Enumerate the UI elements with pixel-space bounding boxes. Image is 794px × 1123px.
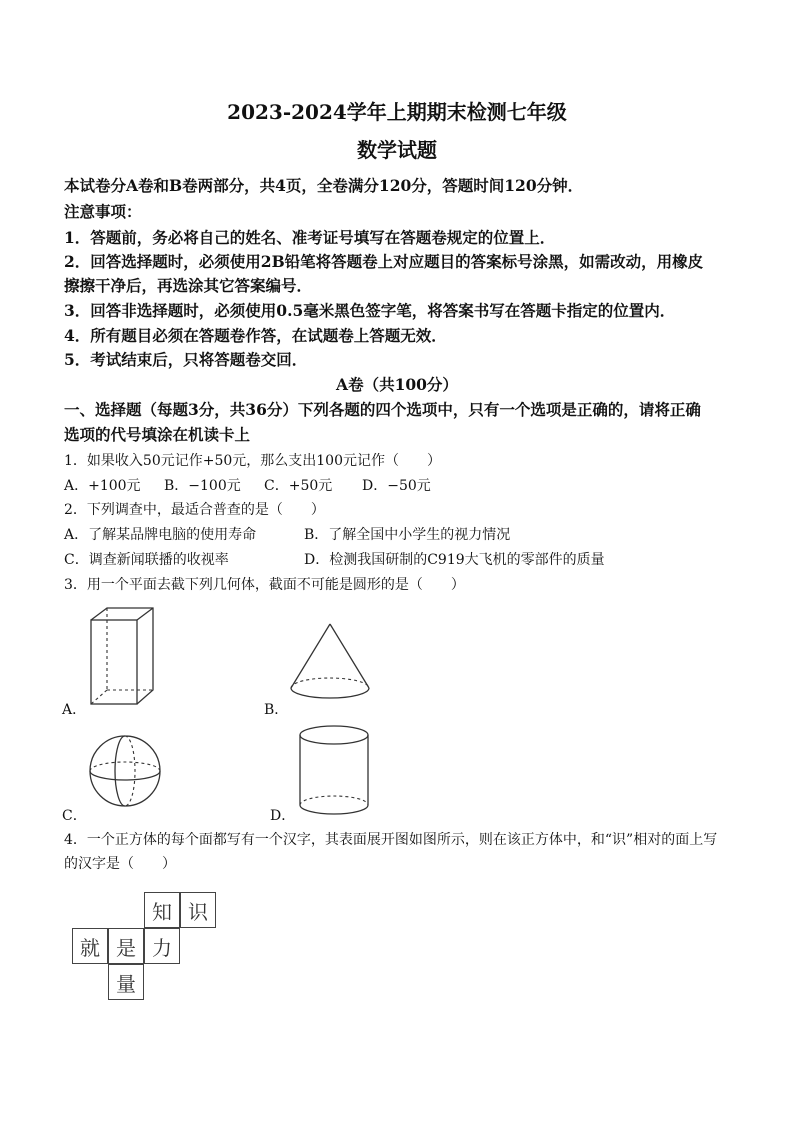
notice-heading: 注意事项： [64,202,142,221]
q2-option-b: B．了解全国中小学生的视力情况 [304,527,511,543]
notice-item-1: 1．答题前，务必将自己的姓名、准考证号填写在答题卷规定的位置上． [64,228,556,247]
net-cell-shi: 识 [180,892,216,928]
q4-stem-line1: 4．一个正方体的每个面都写有一个汉字，其表面展开图如图所示，则在该正方体中，和“识”相对的面上写 [64,832,718,848]
net-cell-shi2: 是 [108,928,144,964]
prism-figure [88,606,158,706]
q3-label-d: D． [270,808,296,824]
intro-text: 本试卷分A卷和B卷两部分，共4页，全卷满分120分，答题时间120分钟． [64,176,584,195]
q2-option-c: C．调查新闻联播的收视率 [64,552,229,568]
exam-title: 2023-2024学年上期期末检测七年级 [227,100,567,124]
notice-item-4: 4．所有题目必须在答题卷作答，在试题卷上答题无效． [64,326,447,345]
q1-option-d: D．−50元 [362,478,431,494]
q1-option-c: C．+50元 [264,478,333,494]
net-cell-liang: 量 [108,964,144,1000]
q3-label-b: B． [264,702,289,718]
q3-label-a: A． [62,702,87,718]
cylinder-figure [298,724,370,818]
q1-stem: 1．如果收入50元记作+50元，那么支出100元记作（ ） [64,453,441,469]
q2-option-a: A．了解某品牌电脑的使用寿命 [64,527,257,543]
q3-label-c: C． [62,808,87,824]
q4-stem-line2: 的汉字是（ ） [64,856,176,872]
q1-option-b: B．−100元 [164,478,241,494]
net-cell-zhi: 知 [144,892,180,928]
notice-item-5: 5．考试结束后，只将答题卷交回． [64,350,308,369]
q2-option-d: D．检测我国研制的C919大飞机的零部件的质量 [304,552,605,568]
net-cell-jiu: 就 [72,928,108,964]
net-cell-li: 力 [144,928,180,964]
part1-instruction-line2: 选项的代号填涂在机读卡上 [64,425,251,444]
section-a-title: A卷（共100分） [336,375,458,394]
q1-option-a: A．+100元 [64,478,141,494]
notice-item-2: 2．回答选择题时，必须使用2B铅笔将答题卷上对应题目的答案标号涂黑，如需改动，用橡皮 [64,252,704,271]
part1-instruction-line1: 一、选择题（每题3分，共36分）下列各题的四个选项中，只有一个选项是正确的，请将正确 [64,400,701,419]
q3-stem: 3．用一个平面去截下列几何体，截面不可能是圆形的是（ ） [64,577,465,593]
cone-figure [288,622,372,702]
notice-item-2-cont: 擦擦干净后，再选涂其它答案编号． [64,276,313,295]
sphere-figure [88,734,162,808]
notice-item-3: 3．回答非选择题时，必须使用0.5毫米黑色签字笔，将答案书写在答题卡指定的位置内． [64,301,676,320]
q2-stem: 2．下列调查中，最适合普查的是（ ） [64,502,325,518]
exam-subtitle: 数学试题 [357,138,437,162]
